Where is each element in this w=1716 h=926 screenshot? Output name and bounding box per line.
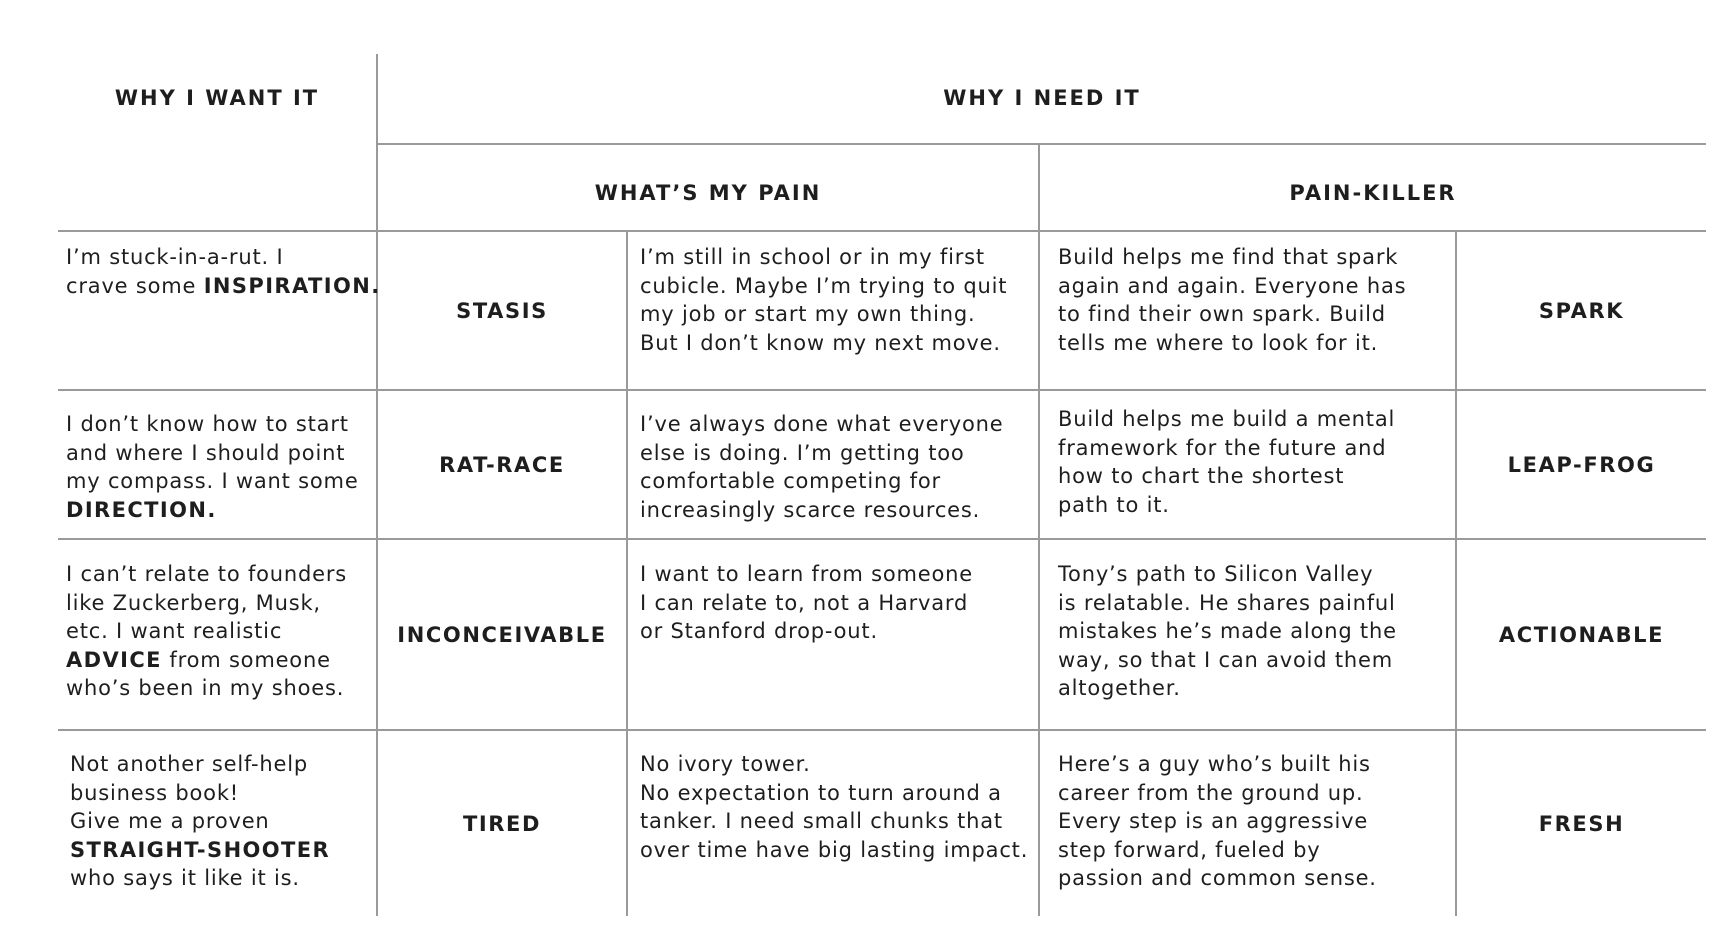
row-2-want-text: I don’t know how to start and where I should point my compass. I want some DIRECTION. <box>66 412 359 522</box>
header-why-want: WHY I WANT IT <box>114 85 320 110</box>
row-1-killer-text: Build helps me find that spark again and again. Everyone has to find their own spark. Build tells me where to look for it. <box>1058 245 1407 355</box>
row-3-killer-text: Tony’s path to Silicon Valley is relatable. He shares painful mistakes he’s made along the way, so that I can avoid them altogether. <box>1058 562 1397 701</box>
row-3-killer-label: ACTIONABLE <box>1498 622 1665 647</box>
header-why-need: WHY I NEED IT <box>943 85 1141 110</box>
row-2-killer-label: LEAP-FROG <box>1507 452 1656 477</box>
row-2-pain-text: I’ve always done what everyone else is doing. I’m getting too comfortable competing for increasingly scarce resources. <box>640 412 1004 522</box>
row-1-want-line: I’m stuck-in-a-rut. I <box>66 245 284 269</box>
divider-need-header <box>376 143 1706 145</box>
row-3-pain-text: I want to learn from someone I can relate to, not a Harvard or Stanford drop-out. <box>640 562 973 644</box>
row-3-want-text: I can’t relate to founders like Zuckerberg, Musk, etc. I want realistic ADVICE from someone who’s been in my shoes. <box>66 562 348 701</box>
row-1-want-text <box>66 243 381 300</box>
row-4-killer-text: Here’s a guy who’s built his career from the ground up. Every step is an aggressive step forward, fueled by passion and common sense. <box>1058 752 1377 891</box>
row-4-killer-label: FRESH <box>1538 811 1625 836</box>
row-1-pain-text: I’m still in school or in my first cubicle. Maybe I’m trying to quit my job or start my own thing. But I don’t know my next move. <box>640 245 1008 355</box>
header-pain-killer: PAIN-KILLER <box>1289 180 1457 205</box>
divider-pain-label <box>626 230 628 916</box>
row-1-pain-label: STASIS <box>456 298 548 323</box>
row-2-killer-text: Build helps me build a mental framework for the future and how to chart the shortest path to it. <box>1058 407 1396 517</box>
header-whats-pain: WHAT’S MY PAIN <box>594 180 822 205</box>
row-4-want-text: Not another self-help business book! Give me a proven STRAIGHT-SHOOTER who says it like it is. <box>70 752 331 891</box>
row-4-pain-label: TIRED <box>462 811 542 836</box>
row-1-want-line: crave some INSPIRATION. <box>66 273 381 298</box>
row-1-killer-label: SPARK <box>1538 298 1625 323</box>
row-3-pain-label: INCONCEIVABLE <box>397 622 607 647</box>
divider-pain-killer <box>1038 143 1040 916</box>
row-2-pain-label: RAT-RACE <box>439 452 565 477</box>
row-4-pain-text: No ivory tower. No expectation to turn around a tanker. I need small chunks that over time have big lasting impact. <box>640 752 1029 862</box>
